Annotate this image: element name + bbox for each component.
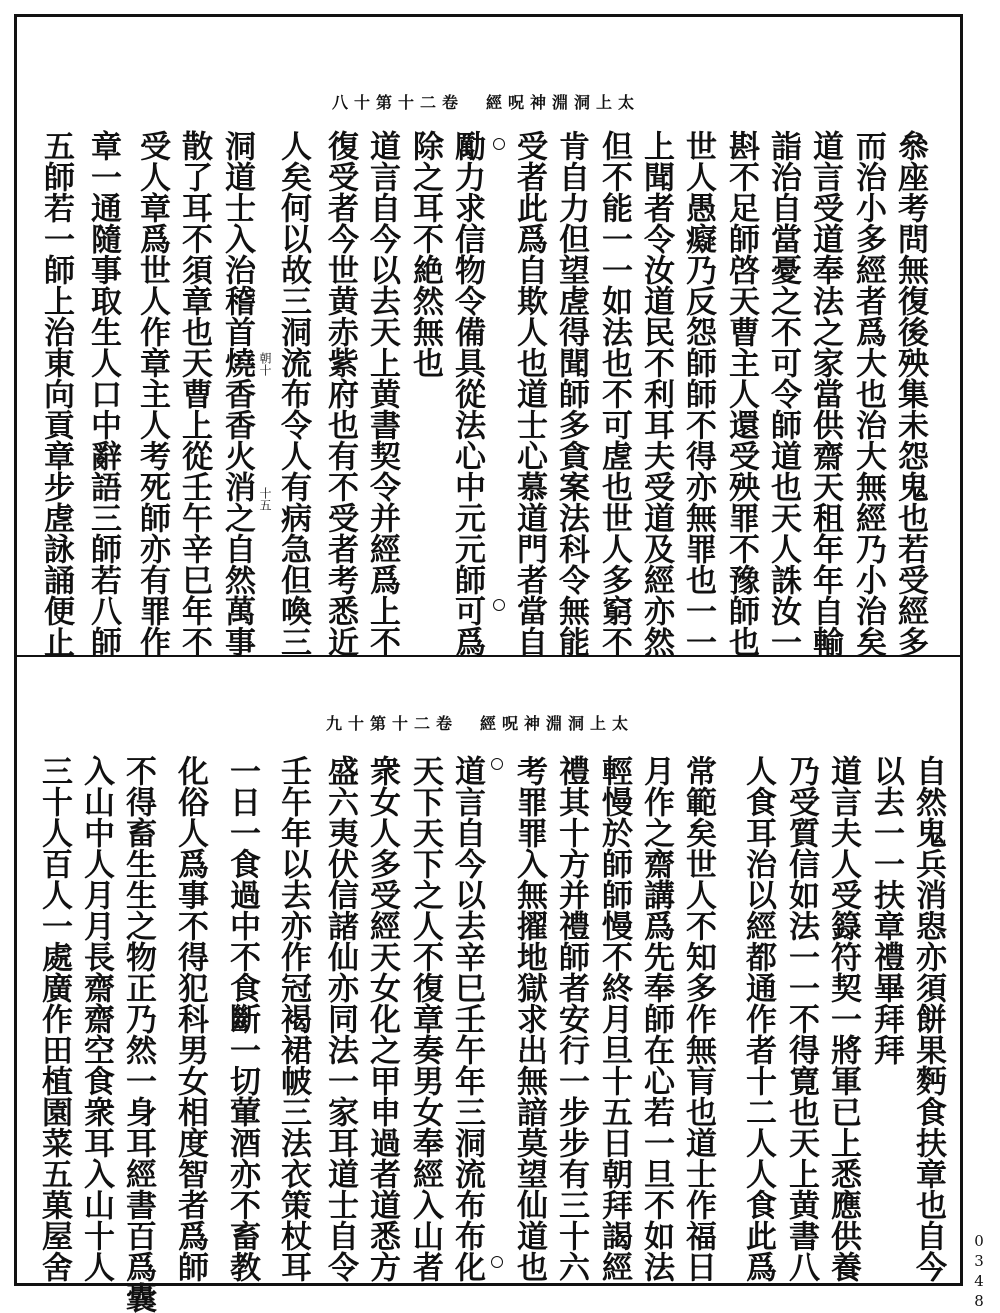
top-column: 受人章爲世人作章主人考死師亦有罪作: [134, 130, 170, 657]
top-column: 除之耳不絶然無也: [407, 130, 443, 378]
bottom-column: 道言自今以去辛巳壬午年三洞流布布化: [449, 755, 485, 1282]
bottom-column: 盛六夷伏信諸仙亦同法一家耳道士自令: [322, 755, 358, 1282]
top-column: 道言受道奉法之家當供齋天租年年自輸: [807, 130, 843, 657]
top-column: 復受者今世黄赤紫府也有不受者考悉近: [322, 130, 358, 657]
bottom-column: 壬午年以去亦作冠褐裙帔三法衣策杖耳: [275, 755, 311, 1282]
punctuation-circle: [493, 138, 505, 150]
top-column: 肯自力但望虗得聞師多貪案法科令無能: [553, 130, 589, 657]
bottom-column: 乃受質信如法一一不得寛也天上黄書八: [783, 755, 819, 1282]
punctuation-circle: [493, 599, 505, 611]
bottom-column: 以去一一扶章禮畢拜拜: [868, 755, 904, 1065]
top-marginal-note: 十五: [258, 487, 272, 511]
top-column: 斟不足師啓天曹主人還受殃罪不豫師也: [723, 130, 759, 657]
top-column: 勵力求信物令備具從法心中元元師可爲: [449, 130, 485, 657]
top-column: 但不能一一如法也不可虗也世人多窮不: [596, 130, 632, 657]
bottom-column: 月作之齋講爲先奉師在心若一旦不如法: [638, 755, 674, 1282]
bottom-column: 三十人百人一處廣作田植園菜五菓屋舍: [36, 755, 72, 1282]
top-column: 洞道士入治稽首燒香香火消之自然萬事: [219, 130, 255, 657]
bottom-column: 化俗人爲事不得犯科男女相度智者爲師: [172, 755, 208, 1282]
top-column: 五師若一師上治東向貢章步虗詠誦便止: [38, 130, 74, 657]
page-number: 0348: [970, 1232, 988, 1312]
bottom-column: 入山中人月月長齋齋空食衆耳入山十人: [78, 755, 114, 1282]
bottom-column: 考罪罪入無擢地獄求出無諳莫望仙道也: [511, 755, 547, 1282]
punctuation-circle: [491, 1256, 503, 1268]
top-column: 道言自今以去天上黄書契令并經爲上不: [364, 130, 400, 657]
bottom-column: 常範矣世人不知多作無肓也道士作福日: [680, 755, 716, 1282]
top-column: 世人愚癡乃反怨師師不得亦無罪也一一: [680, 130, 716, 657]
bottom-column: 自然鬼兵消惥亦須餅果麪食扶章也自今: [910, 755, 946, 1282]
top-column: 散了耳不須章也天曹上從壬午辛巳年不: [176, 130, 212, 657]
bottom-header: 九十第十二卷 經呪神淵洞上太: [326, 714, 635, 733]
top-column: 章一通隨事取生人口中辭語三師若八師: [85, 130, 121, 657]
bottom-column: 道言夫人受籙符契一將軍已上悉應供養: [825, 755, 861, 1282]
punctuation-circle: [491, 758, 503, 770]
bottom-column: 不得畜生生之物正乃然一身耳經書百爲囊: [120, 755, 156, 1313]
bottom-column: 輕慢於師師慢不終月旦十五日朝拜謁經: [596, 755, 632, 1282]
top-header: 八十第十二卷 經呪神淵洞上太: [332, 93, 641, 112]
bottom-column: 人食耳治以經都通作者十二人人食此爲: [740, 755, 776, 1282]
top-column: 而治小多經者爲大也治大無經乃小治矣: [850, 130, 886, 657]
top-column: 受者此爲自欺人也道士心慕道門者當自: [511, 130, 547, 657]
top-column: 上聞者令汝道民不利耳夫受道及經亦然: [638, 130, 674, 657]
top-column: 人矣何以故三洞流布令人有病急但喚三: [275, 130, 311, 657]
bottom-column: 天下天下之人不復章奏男女奉經入山者: [407, 755, 443, 1282]
top-column: 叅座考問無復後殃集未怨鬼也若受經多: [892, 130, 928, 657]
bottom-column: 衆女人多受經天女化之甲申過者道悉方: [364, 755, 400, 1282]
top-column: 詣治自當憂之不可令師道也天人誅汝一: [765, 130, 801, 657]
bottom-column: 禮其十方并禮師者安行一步步有三十六: [553, 755, 589, 1282]
bottom-column: 一日一食過中不食斷一切葷酒亦不畜教: [224, 755, 260, 1282]
top-marginal-note: 朝十: [258, 352, 272, 376]
